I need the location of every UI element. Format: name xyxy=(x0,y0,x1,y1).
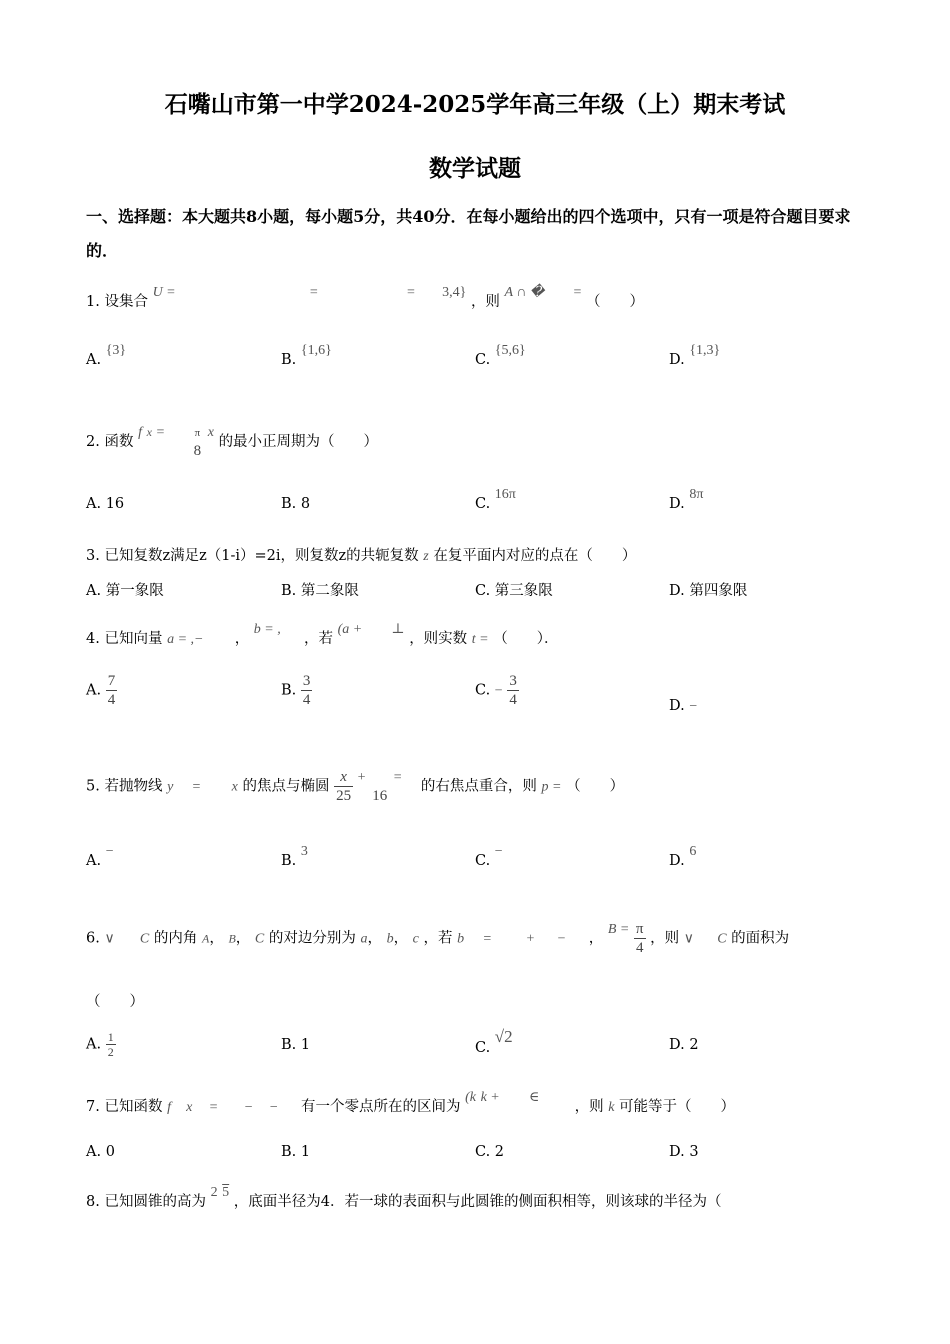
q3-option-d xyxy=(669,579,747,600)
math-fragment: = xyxy=(483,931,492,947)
option-value: {1,3} xyxy=(689,343,721,358)
option-label: A. xyxy=(86,682,102,699)
fraction-den: 16 xyxy=(372,787,388,804)
math-fragment: + xyxy=(526,931,535,947)
fraction-num: π xyxy=(635,921,644,937)
option-value: 16 xyxy=(105,496,125,512)
q2-option-d xyxy=(669,487,704,513)
question-text: ，则 xyxy=(650,930,680,947)
option-label: A. xyxy=(86,496,102,512)
option-value: 第二象限 xyxy=(300,583,359,599)
question-5 xyxy=(86,768,624,805)
math-fragment: B = xyxy=(607,921,630,937)
math-fraction xyxy=(370,769,389,805)
question-text: ， xyxy=(367,930,382,947)
option-value: {3} xyxy=(105,343,127,358)
math-fraction xyxy=(106,1030,116,1059)
option-value: 2 xyxy=(689,1037,699,1053)
question-text: 已知圆锥的高为 xyxy=(104,1194,206,1210)
math-fragment: = xyxy=(209,1100,218,1115)
option-value: 2 xyxy=(494,1144,505,1160)
option-value: {5,6} xyxy=(494,343,526,358)
math-fragment: b xyxy=(386,931,394,947)
q6-option-c xyxy=(475,1027,513,1057)
math-fragment: p = xyxy=(541,779,562,795)
math-fragment: k + xyxy=(480,1090,500,1105)
math-fragment: U = xyxy=(152,285,176,300)
question-text: 的右焦点重合，则 xyxy=(420,778,537,795)
math-fragment: B xyxy=(228,931,236,946)
q1-option-c xyxy=(475,343,526,369)
q6-option-a xyxy=(86,1030,116,1059)
q2-option-b xyxy=(281,496,310,512)
question-2 xyxy=(86,424,378,460)
math-fragment: = xyxy=(393,769,402,785)
question-text: 的内角 xyxy=(153,930,198,947)
q7-option-d xyxy=(669,1144,699,1160)
math-fragment: ∈ xyxy=(528,1090,540,1105)
option-label: D. xyxy=(669,1037,685,1053)
q6-option-d xyxy=(669,1037,699,1053)
option-label: A. xyxy=(86,583,102,599)
option-label: B. xyxy=(281,1037,297,1053)
question-1 xyxy=(86,285,645,311)
q2-option-a xyxy=(86,496,124,512)
question-text: 的面积为 xyxy=(731,930,790,947)
math-fragment: 2 xyxy=(210,1185,218,1200)
math-fragment: b = , xyxy=(253,622,281,637)
fraction-num: x xyxy=(334,768,353,787)
option-label: B. xyxy=(281,853,297,869)
q5-option-d xyxy=(669,844,697,870)
question-text: 的对边分别为 xyxy=(268,930,356,947)
option-value: 6 xyxy=(689,844,697,859)
math-fragment: y xyxy=(167,779,174,795)
option-value: 1 xyxy=(300,1144,311,1160)
option-value: √2 xyxy=(494,1027,513,1046)
option-label: C. xyxy=(475,1144,491,1160)
question-text: ，若 xyxy=(423,930,453,947)
option-label: A. xyxy=(86,1144,102,1160)
option-value: 0 xyxy=(105,1144,115,1160)
option-label: C. xyxy=(475,496,491,512)
option-label: D. xyxy=(669,1144,685,1160)
option-label: B. xyxy=(281,682,297,699)
q3-option-a xyxy=(86,579,164,600)
question-text: 有一个零点所在的区间为 xyxy=(300,1099,461,1115)
option-value: 8 xyxy=(300,496,311,512)
fraction-den: 25 xyxy=(336,788,352,804)
question-text: （ ） xyxy=(586,294,645,310)
q6-option-b xyxy=(281,1037,310,1053)
option-label: C. xyxy=(475,1040,491,1056)
math-fragment: C xyxy=(139,931,150,947)
section-heading: 一、选择题：本大题共8小题，每小题5分，共40分．在每小题给出的四个选项中，只有一项是符合题目要求的． xyxy=(86,207,851,260)
option-label: A. xyxy=(86,1036,102,1053)
option-value: − xyxy=(494,844,503,859)
math-fragment: (a + xyxy=(337,622,363,637)
fraction-den: 8 xyxy=(193,443,202,459)
q1-option-b xyxy=(281,343,332,369)
question-text: ，底面半径为4．若一球的表面积与此圆锥的侧面积相等，则该球的半径为（ xyxy=(233,1194,722,1210)
math-fragment: x xyxy=(207,425,214,440)
q4-option-d xyxy=(669,698,697,715)
math-fragment: + xyxy=(357,769,366,785)
q7-option-a xyxy=(86,1144,115,1160)
math-fragment: − xyxy=(269,1100,278,1115)
math-fragment: 5 xyxy=(222,1185,230,1200)
q1-option-d xyxy=(669,343,721,369)
question-text: ， xyxy=(209,930,224,947)
question-text: 已知复数z满足z（1-i）=2i，则复数z的共轭复数 xyxy=(104,548,419,564)
question-text: 的焦点与椭圆 xyxy=(242,778,330,795)
question-number: 3. xyxy=(86,548,100,564)
math-fragment: x xyxy=(186,1100,193,1115)
math-fragment: ⊥ xyxy=(391,622,405,637)
option-label: D. xyxy=(669,352,685,368)
question-text: 在复平面内对应的点在（ ） xyxy=(433,548,637,564)
option-value: 3 xyxy=(300,844,308,859)
option-value: 第四象限 xyxy=(689,583,748,599)
fraction-den: 4 xyxy=(509,692,517,708)
math-fragment: a = ,− xyxy=(167,632,204,647)
q3-option-c xyxy=(475,579,553,600)
math-fragment: ∨ xyxy=(104,931,115,947)
q5-option-b xyxy=(281,844,308,870)
question-6-paren: （ ） xyxy=(86,994,144,1010)
question-number: 6. xyxy=(86,930,100,947)
math-fragment: 3,4} xyxy=(442,285,467,300)
math-fraction xyxy=(634,920,646,957)
option-label: C. xyxy=(475,682,491,699)
option-label: B. xyxy=(281,1144,297,1160)
question-text: ，则 xyxy=(574,1099,604,1115)
math-fragment: b xyxy=(457,931,465,947)
option-value: − xyxy=(105,844,114,859)
fraction-num: 3 xyxy=(302,673,311,689)
option-label: B. xyxy=(281,496,297,512)
option-value: 16π xyxy=(494,487,516,502)
question-text: 可能等于（ ） xyxy=(619,1099,736,1115)
question-text: 已知向量 xyxy=(104,631,163,647)
option-label: C. xyxy=(475,583,491,599)
fraction-num: π xyxy=(194,427,201,439)
q4-option-a xyxy=(86,672,117,709)
math-fragment: A ∩ � xyxy=(504,285,545,300)
math-fraction xyxy=(301,672,313,709)
option-label: B. xyxy=(281,352,297,368)
math-fragment: (k xyxy=(465,1090,476,1105)
question-text: 若抛物线 xyxy=(104,778,163,795)
fraction-den: 4 xyxy=(302,692,311,708)
question-text: ，则实数 xyxy=(409,631,468,647)
question-8 xyxy=(86,1185,722,1211)
question-text: 已知函数 xyxy=(104,1099,163,1115)
question-text: ， xyxy=(235,930,251,947)
math-fragment: = xyxy=(156,425,165,440)
math-fragment: A xyxy=(201,931,210,946)
question-6 xyxy=(86,920,789,957)
math-fragment: t = xyxy=(471,632,489,647)
math-fraction xyxy=(334,768,353,805)
q4-option-b xyxy=(281,672,312,709)
option-label: D. xyxy=(669,583,685,599)
option-label: C. xyxy=(475,853,491,869)
question-number: 2. xyxy=(86,434,100,450)
question-text: ， xyxy=(588,930,604,947)
exam-subtitle: 数学试题 xyxy=(429,155,521,182)
question-text: ，则 xyxy=(470,294,500,310)
option-label: D. xyxy=(669,698,685,714)
math-fragment: C xyxy=(254,931,265,947)
math-fragment: − xyxy=(557,931,566,947)
question-text: ，若 xyxy=(303,631,333,647)
option-value: 1 xyxy=(300,1037,311,1053)
q7-option-b xyxy=(281,1144,310,1160)
math-fraction xyxy=(106,672,118,709)
math-fragment: f xyxy=(167,1100,171,1115)
option-label: A. xyxy=(86,853,102,869)
math-fragment: = xyxy=(406,285,415,300)
math-fragment: = xyxy=(192,779,201,795)
math-fragment: a xyxy=(360,931,368,947)
question-number: 4. xyxy=(86,631,100,647)
math-fraction xyxy=(192,424,204,460)
math-fragment: = xyxy=(573,285,582,300)
question-text: ， xyxy=(234,631,250,647)
math-fragment: ∨ xyxy=(683,931,694,947)
q3-option-b xyxy=(281,579,359,600)
question-text: 的最小正周期为（ ） xyxy=(218,434,379,450)
math-fragment: x xyxy=(146,425,152,439)
q5-option-a xyxy=(86,844,114,870)
question-number: 7. xyxy=(86,1099,100,1115)
question-text: 设集合 xyxy=(104,294,148,310)
question-text: 函数 xyxy=(104,434,134,450)
option-label: A. xyxy=(86,352,102,368)
option-label: C. xyxy=(475,352,491,368)
q7-option-c xyxy=(475,1144,504,1160)
option-label: B. xyxy=(281,583,297,599)
math-fragment: − xyxy=(244,1100,253,1115)
option-value: 第三象限 xyxy=(494,583,553,599)
option-value: 3 xyxy=(689,1144,699,1160)
fraction-den: 4 xyxy=(635,940,644,956)
option-value: {1,6} xyxy=(300,343,332,358)
option-value: 8π xyxy=(689,487,704,502)
exam-title: 石嘴山市第一中学2024-2025学年高三年级（上）期末考试 xyxy=(164,91,786,118)
fraction-num: 3 xyxy=(509,673,517,689)
option-value: − xyxy=(689,699,698,714)
fraction-num: 7 xyxy=(107,673,116,689)
question-number: 8. xyxy=(86,1194,100,1210)
math-fragment: f xyxy=(138,425,142,440)
question-4 xyxy=(86,622,559,648)
option-label: D. xyxy=(669,496,685,512)
question-text: （ ） xyxy=(566,778,625,795)
q4-option-c xyxy=(475,672,519,709)
question-number: 5. xyxy=(86,778,100,795)
option-sign: − xyxy=(494,683,503,699)
q1-option-a xyxy=(86,343,127,369)
question-text: ， xyxy=(393,930,409,947)
question-number: 1. xyxy=(86,294,100,310)
math-fragment: z xyxy=(423,549,429,564)
question-text: （ ）． xyxy=(493,631,559,647)
fraction-den: 4 xyxy=(107,692,116,708)
math-fraction xyxy=(507,672,519,709)
q2-option-c xyxy=(475,487,516,513)
option-value: 第一象限 xyxy=(105,583,164,599)
fraction-num: 1 xyxy=(107,1030,114,1044)
q5-option-c xyxy=(475,844,503,870)
math-fragment: c xyxy=(412,931,419,947)
math-fragment: C xyxy=(717,931,727,947)
math-fragment: x xyxy=(231,779,238,795)
fraction-den: 2 xyxy=(107,1045,114,1059)
math-fragment: = xyxy=(309,285,318,300)
question-3 xyxy=(86,544,636,565)
option-label: D. xyxy=(669,853,685,869)
math-fragment: k xyxy=(608,1100,615,1115)
question-7 xyxy=(86,1090,736,1116)
